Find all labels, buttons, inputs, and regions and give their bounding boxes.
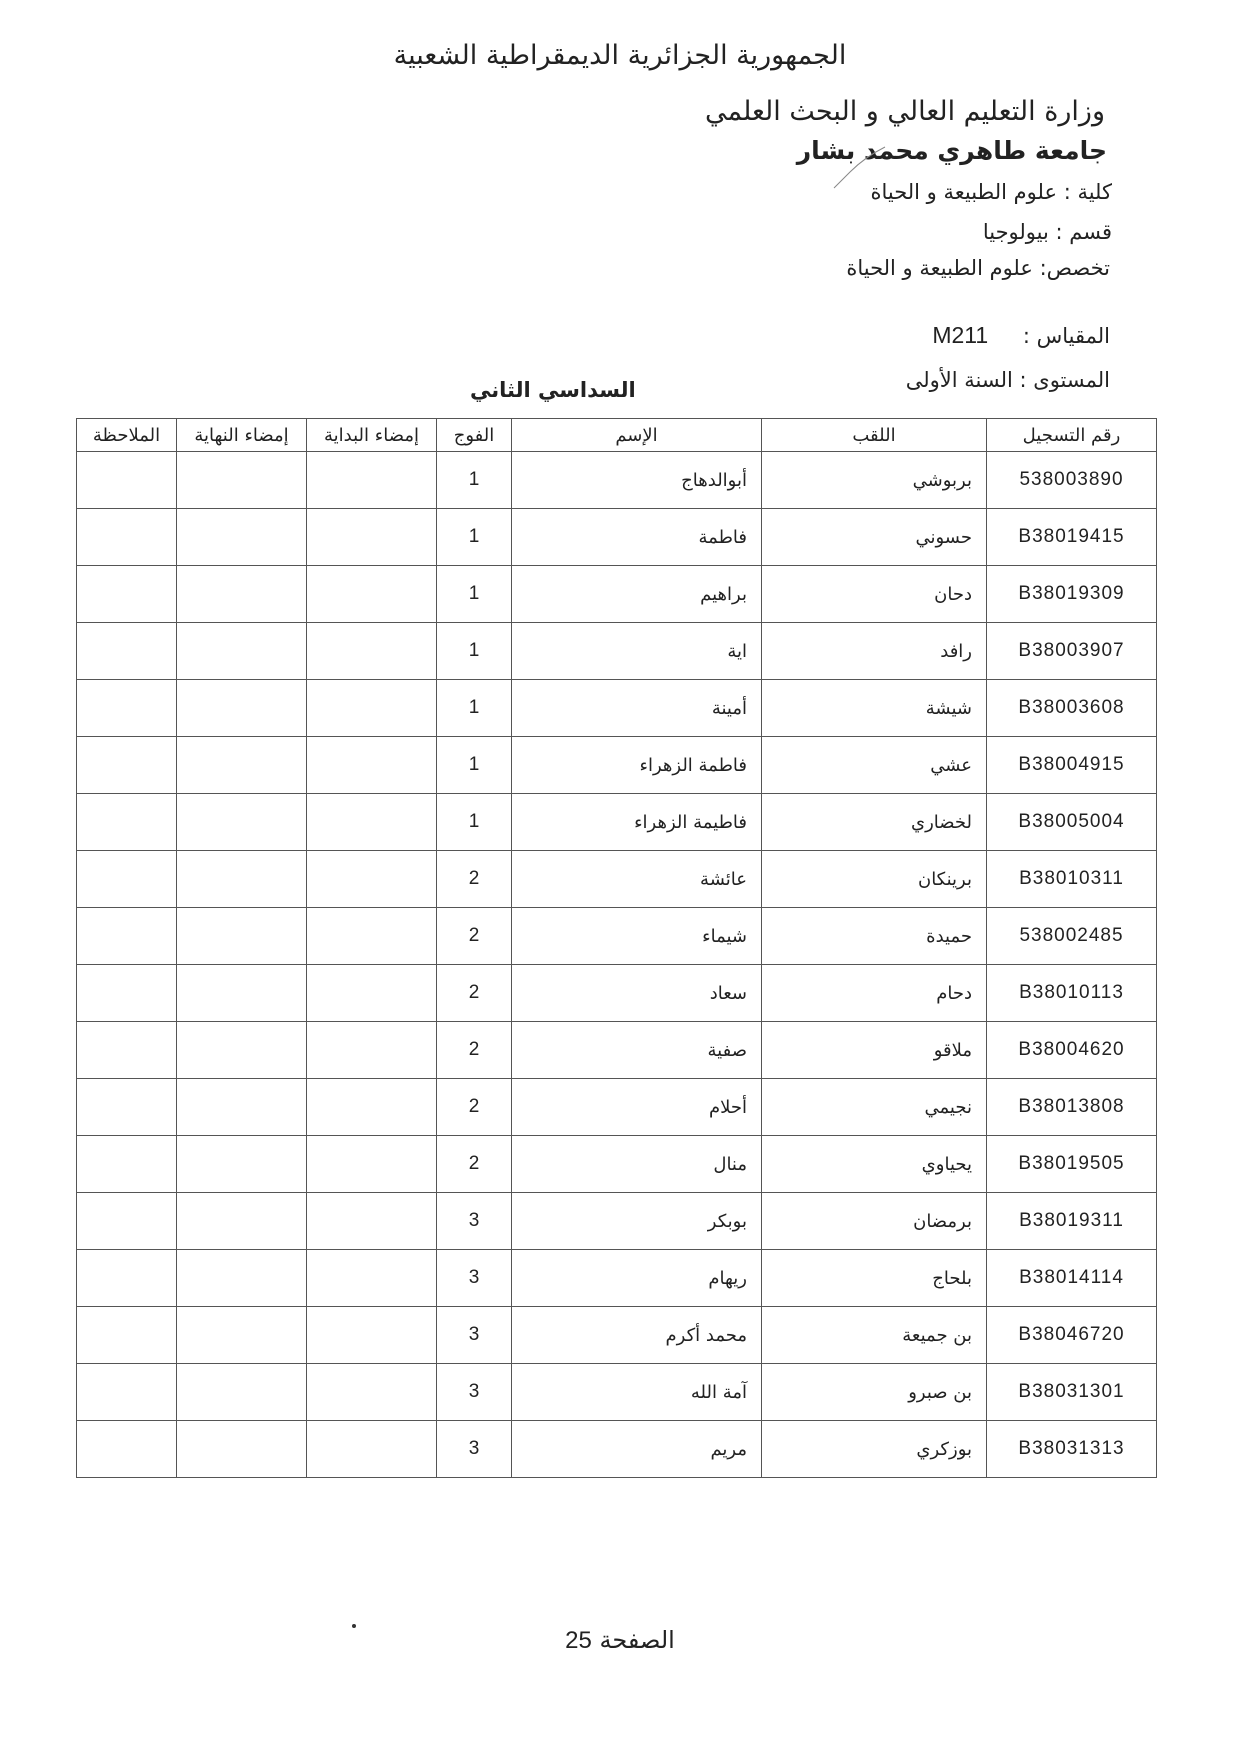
- end-signature-cell: [177, 1193, 307, 1250]
- group-cell: 1: [437, 509, 512, 566]
- attendance-table: [76, 418, 1157, 1478]
- registration-number-cell: B38019505: [987, 1136, 1157, 1193]
- notes-cell: [77, 623, 177, 680]
- table-row: [77, 1364, 1157, 1421]
- table-row: [77, 1421, 1157, 1478]
- table-row: [77, 1136, 1157, 1193]
- end-signature-cell: [177, 1250, 307, 1307]
- col-header-notes: الملاحظة: [77, 419, 177, 452]
- first-name-cell: أحلام: [512, 1079, 762, 1136]
- group-cell: 2: [437, 908, 512, 965]
- group-cell: 3: [437, 1364, 512, 1421]
- first-name-cell: مريم: [512, 1421, 762, 1478]
- end-signature-cell: [177, 680, 307, 737]
- page-label: الصفحة: [599, 1626, 675, 1654]
- first-name-cell: محمد أكرم: [512, 1307, 762, 1364]
- last-name-cell: عشي: [762, 737, 987, 794]
- registration-number-cell: B38013808: [987, 1079, 1157, 1136]
- end-signature-cell: [177, 1364, 307, 1421]
- page-number-footer: [0, 1626, 1240, 1655]
- first-name-cell: براهيم: [512, 566, 762, 623]
- group-cell: 1: [437, 452, 512, 509]
- notes-cell: [77, 1250, 177, 1307]
- start-signature-cell: [307, 452, 437, 509]
- page-number: 25: [565, 1627, 592, 1654]
- start-signature-cell: [307, 1250, 437, 1307]
- notes-cell: [77, 1136, 177, 1193]
- first-name-cell: فاطمة: [512, 509, 762, 566]
- republic-title: الجمهورية الجزائرية الديمقراطية الشعبية: [393, 40, 847, 71]
- last-name-cell: بربوشي: [762, 452, 987, 509]
- first-name-cell: اية: [512, 623, 762, 680]
- registration-number-cell: B38003608: [987, 680, 1157, 737]
- table-row: [77, 908, 1157, 965]
- table-row: [77, 452, 1157, 509]
- table-row: [77, 1079, 1157, 1136]
- end-signature-cell: [177, 737, 307, 794]
- last-name-cell: رافد: [762, 623, 987, 680]
- start-signature-cell: [307, 1079, 437, 1136]
- last-name-cell: حسوني: [762, 509, 987, 566]
- first-name-cell: ريهام: [512, 1250, 762, 1307]
- end-signature-cell: [177, 452, 307, 509]
- first-name-cell: أمينة: [512, 680, 762, 737]
- group-cell: 1: [437, 680, 512, 737]
- table-row: [77, 1307, 1157, 1364]
- registration-number-cell: B38031313: [987, 1421, 1157, 1478]
- group-cell: 2: [437, 1079, 512, 1136]
- university-name: جامعة طاهري محمد بشار: [796, 136, 1107, 165]
- registration-number-cell: B38003907: [987, 623, 1157, 680]
- end-signature-cell: [177, 509, 307, 566]
- group-cell: 3: [437, 1307, 512, 1364]
- table-row: [77, 737, 1157, 794]
- group-cell: 1: [437, 566, 512, 623]
- start-signature-cell: [307, 794, 437, 851]
- department-line: قسم : بيولوجيا: [982, 220, 1112, 244]
- registration-number-cell: B38004915: [987, 737, 1157, 794]
- registration-number-cell: B38019415: [987, 509, 1157, 566]
- end-signature-cell: [177, 1307, 307, 1364]
- registration-number-cell: B38019309: [987, 566, 1157, 623]
- notes-cell: [77, 794, 177, 851]
- ministry-name: وزارة التعليم العالي و البحث العلمي: [704, 96, 1105, 127]
- registration-number-cell: B38005004: [987, 794, 1157, 851]
- start-signature-cell: [307, 1022, 437, 1079]
- start-signature-cell: [307, 1136, 437, 1193]
- notes-cell: [77, 680, 177, 737]
- last-name-cell: بوزكري: [762, 1421, 987, 1478]
- last-name-cell: دحام: [762, 965, 987, 1022]
- group-cell: 2: [437, 1022, 512, 1079]
- start-signature-cell: [307, 1193, 437, 1250]
- first-name-cell: آمة الله: [512, 1364, 762, 1421]
- col-header-first-name: الإسم: [512, 419, 762, 452]
- level-line: المستوى : السنة الأولى: [905, 368, 1110, 392]
- last-name-cell: برينكان: [762, 851, 987, 908]
- start-signature-cell: [307, 851, 437, 908]
- last-name-cell: بلحاج: [762, 1250, 987, 1307]
- last-name-cell: شيشة: [762, 680, 987, 737]
- notes-cell: [77, 1022, 177, 1079]
- first-name-cell: أبوالدهاج: [512, 452, 762, 509]
- end-signature-cell: [177, 1421, 307, 1478]
- last-name-cell: لخضاري: [762, 794, 987, 851]
- col-header-group: الفوج: [437, 419, 512, 452]
- last-name-cell: بن صبرو: [762, 1364, 987, 1421]
- col-header-registration: رقم التسجيل: [987, 419, 1157, 452]
- start-signature-cell: [307, 680, 437, 737]
- table-row: [77, 1250, 1157, 1307]
- end-signature-cell: [177, 851, 307, 908]
- end-signature-cell: [177, 1136, 307, 1193]
- end-signature-cell: [177, 794, 307, 851]
- col-header-last-name: اللقب: [762, 419, 987, 452]
- col-header-start-signature: إمضاء البداية: [307, 419, 437, 452]
- table-header-row: [77, 419, 1157, 452]
- start-signature-cell: [307, 1421, 437, 1478]
- table-row: [77, 566, 1157, 623]
- first-name-cell: فاطيمة الزهراء: [512, 794, 762, 851]
- end-signature-cell: [177, 965, 307, 1022]
- module-label: المقياس :: [1022, 324, 1110, 348]
- registration-number-cell: 538002485: [987, 908, 1157, 965]
- notes-cell: [77, 566, 177, 623]
- start-signature-cell: [307, 737, 437, 794]
- faculty-line: كلية : علوم الطبيعة و الحياة: [870, 180, 1112, 204]
- start-signature-cell: [307, 1364, 437, 1421]
- notes-cell: [77, 1364, 177, 1421]
- last-name-cell: نجيمي: [762, 1079, 987, 1136]
- end-signature-cell: [177, 1079, 307, 1136]
- first-name-cell: صفية: [512, 1022, 762, 1079]
- semester-label: السداسي الثاني: [470, 378, 636, 402]
- table-row: [77, 623, 1157, 680]
- last-name-cell: بن جميعة: [762, 1307, 987, 1364]
- notes-cell: [77, 1193, 177, 1250]
- group-cell: 3: [437, 1421, 512, 1478]
- first-name-cell: سعاد: [512, 965, 762, 1022]
- end-signature-cell: [177, 1022, 307, 1079]
- col-header-end-signature: إمضاء النهاية: [177, 419, 307, 452]
- start-signature-cell: [307, 623, 437, 680]
- registration-number-cell: B38010113: [987, 965, 1157, 1022]
- notes-cell: [77, 908, 177, 965]
- registration-number-cell: B38019311: [987, 1193, 1157, 1250]
- notes-cell: [77, 1421, 177, 1478]
- last-name-cell: حميدة: [762, 908, 987, 965]
- notes-cell: [77, 509, 177, 566]
- registration-number-cell: B38010311: [987, 851, 1157, 908]
- notes-cell: [77, 737, 177, 794]
- table-row: [77, 851, 1157, 908]
- module-line: [932, 322, 1110, 349]
- table-row: [77, 1193, 1157, 1250]
- group-cell: 2: [437, 965, 512, 1022]
- first-name-cell: عائشة: [512, 851, 762, 908]
- group-cell: 2: [437, 1136, 512, 1193]
- specialty-line: تخصص: علوم الطبيعة و الحياة: [846, 256, 1110, 280]
- table-row: [77, 965, 1157, 1022]
- table-row: [77, 1022, 1157, 1079]
- registration-number-cell: B38014114: [987, 1250, 1157, 1307]
- first-name-cell: بوبكر: [512, 1193, 762, 1250]
- group-cell: 1: [437, 623, 512, 680]
- first-name-cell: فاطمة الزهراء: [512, 737, 762, 794]
- last-name-cell: برمضان: [762, 1193, 987, 1250]
- module-code: M211: [932, 322, 989, 348]
- end-signature-cell: [177, 623, 307, 680]
- notes-cell: [77, 1307, 177, 1364]
- group-cell: 2: [437, 851, 512, 908]
- table-row: [77, 794, 1157, 851]
- start-signature-cell: [307, 1307, 437, 1364]
- notes-cell: [77, 851, 177, 908]
- last-name-cell: ملاقو: [762, 1022, 987, 1079]
- registration-number-cell: B38046720: [987, 1307, 1157, 1364]
- notes-cell: [77, 965, 177, 1022]
- table-row: [77, 680, 1157, 737]
- start-signature-cell: [307, 566, 437, 623]
- group-cell: 3: [437, 1193, 512, 1250]
- registration-number-cell: 538003890: [987, 452, 1157, 509]
- registration-number-cell: B38004620: [987, 1022, 1157, 1079]
- end-signature-cell: [177, 566, 307, 623]
- last-name-cell: دحان: [762, 566, 987, 623]
- last-name-cell: يحياوي: [762, 1136, 987, 1193]
- group-cell: 1: [437, 737, 512, 794]
- notes-cell: [77, 1079, 177, 1136]
- table-row: [77, 509, 1157, 566]
- notes-cell: [77, 452, 177, 509]
- group-cell: 1: [437, 794, 512, 851]
- first-name-cell: منال: [512, 1136, 762, 1193]
- first-name-cell: شيماء: [512, 908, 762, 965]
- end-signature-cell: [177, 908, 307, 965]
- group-cell: 3: [437, 1250, 512, 1307]
- start-signature-cell: [307, 509, 437, 566]
- registration-number-cell: B38031301: [987, 1364, 1157, 1421]
- start-signature-cell: [307, 965, 437, 1022]
- start-signature-cell: [307, 908, 437, 965]
